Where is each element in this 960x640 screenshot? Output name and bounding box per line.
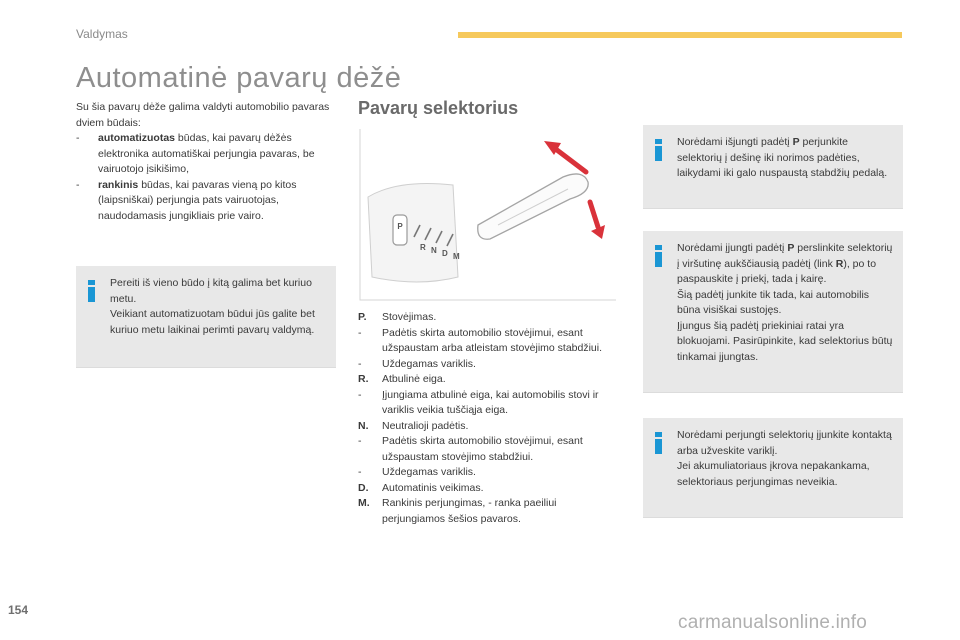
- gate-label-d: D: [442, 249, 448, 258]
- info-note-exit-park: [643, 125, 903, 209]
- list-item: [358, 465, 622, 481]
- section-title: Pavarų selektorius: [358, 98, 519, 118]
- position-text: Uždegamas variklis.: [382, 466, 476, 478]
- intro-term: automatizuotas: [98, 132, 176, 144]
- running-header: Valdymas: [76, 27, 128, 41]
- note-text: Norėdami išjungti padėtį P perjunkite selektorių į dešinę iki norimos padėties, laikydami iki galo nuspaustą stabdžių pedalą.: [677, 136, 888, 179]
- list-item: [358, 481, 622, 497]
- list-dash: -: [358, 388, 362, 401]
- intro-item-text: būdas, kai pavaras vieną po kitos (laipsniškai) perjungia pats vairuotojas, naudodamasis jungikliais prie vairo.: [98, 178, 297, 222]
- position-text: Rankinis perjungimas, - ranka paeiliui perjungiamos šešios pavaros.: [382, 497, 557, 525]
- position-key: D.: [358, 481, 369, 494]
- gate-label-m: M: [453, 252, 460, 261]
- list-dash: -: [76, 178, 80, 191]
- up-arrow: [553, 147, 586, 172]
- gate-label-n: N: [431, 246, 437, 255]
- list-item: [358, 310, 622, 326]
- page-number: 154: [8, 603, 29, 617]
- position-text: Atbulinė eiga.: [382, 373, 446, 385]
- gate-label-r: R: [420, 243, 426, 252]
- position-text: Neutralioji padėtis.: [382, 419, 469, 432]
- list-item: [358, 419, 622, 435]
- position-key: M.: [358, 497, 370, 509]
- list-dash: -: [358, 466, 362, 478]
- gear-positions-list: [358, 310, 622, 527]
- position-key: R.: [358, 373, 369, 385]
- info-note-mode-switch: [76, 266, 336, 368]
- position-text: Stovėjimas.: [382, 311, 437, 323]
- list-item: [358, 357, 622, 373]
- note-text: Pereiti iš vieno būdo į kitą galima bet kuriuo metu. Veikiant automatizuotam būdui jūs galite bet kuriuo metu laikinai perimti pavarų valdymą.: [110, 277, 315, 336]
- intro-text: [76, 100, 344, 224]
- list-dash: -: [358, 357, 362, 370]
- p-label: P: [397, 222, 403, 231]
- info-icon: [88, 280, 96, 302]
- page-title: Automatinė pavarų dėžė: [76, 62, 402, 94]
- intro-item-automatic: [76, 131, 344, 178]
- position-text: Įjungiama atbulinė eiga, kai automobilis stovi ir variklis veikia tuščiąja eiga.: [382, 388, 599, 416]
- note-text: Norėdami perjungti selektorių įjunkite kontaktą arba užveskite variklį. Jei akumuliatoriaus įkrova nepakankama, selektoriaus perjungimas neveikia.: [677, 429, 892, 488]
- list-dash: -: [358, 435, 362, 447]
- position-text: Automatinis veikimas.: [382, 481, 484, 494]
- intro-term: rankinis: [98, 178, 139, 191]
- info-icon: [655, 432, 663, 454]
- gear-selector-drawing: [358, 127, 620, 302]
- gear-selector-illustration: [358, 127, 620, 302]
- position-text: Padėtis skirta automobilio stovėjimui, esant užspaustam stovėjimo stabdžiui.: [382, 435, 583, 463]
- note-text: Norėdami įjungti padėtį P perslinkite selektorių į viršutinę aukščiausią padėtį (link R), po to paspauskite į priekį, tada į kairę. Šią padėtį junkite tik tada, kai automobilis būna visiškai sustojęs. Įjungus šią padėtį priekiniai ratai yra blokuojami. Pasirūpinkite, kad selektorius būtų tinkamai įjungtas.: [677, 242, 893, 363]
- intro-item-manual: [76, 178, 344, 225]
- list-item: [358, 434, 622, 465]
- position-key: N.: [358, 419, 369, 432]
- info-note-engage-park: [643, 231, 903, 393]
- watermark: carmanualsonline.info: [678, 612, 868, 633]
- list-item: [358, 388, 622, 419]
- position-text: Padėtis skirta automobilio stovėjimui, esant užspaustam arba atleistam stovėjimo stabdžiui.: [382, 326, 603, 354]
- list-dash: -: [76, 132, 80, 144]
- down-arrow: [590, 202, 598, 227]
- intro-lead: Su šia pavarų dėže galima valdyti automobilio pavaras dviem būdais:: [76, 101, 330, 129]
- list-item: [358, 372, 622, 388]
- position-text: Uždegamas variklis.: [382, 357, 476, 370]
- header-accent-bar: [458, 32, 902, 38]
- list-dash: -: [358, 326, 362, 339]
- list-item: [358, 496, 622, 527]
- intro-item-text: būdas, kai pavarų dėžės elektronika automatiškai perjungia pavaras, be vairuotojo įsikišimo,: [98, 132, 315, 175]
- position-key: P.: [358, 311, 367, 323]
- info-icon: [655, 139, 663, 161]
- info-note-ignition: [643, 418, 903, 518]
- info-icon: [655, 245, 663, 267]
- list-item: [358, 326, 622, 357]
